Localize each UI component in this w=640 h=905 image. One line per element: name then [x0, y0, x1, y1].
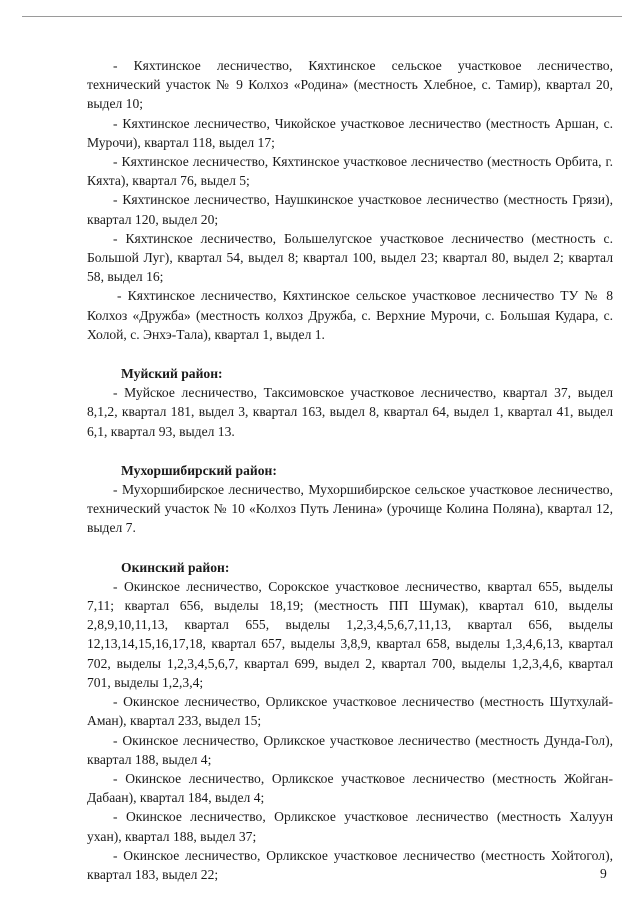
list-item: - Окинское лесничество, Сорокское участковое лесничество, квартал 655, выделы 7,11; квартал 656, выделы 18,19; (местность ПП Шумак), квартал 610, выделы 2,8,9,10,11,13, квартал 655, выделы 1,2,3,4,5,6,7,11,13, квартал 656, выделы 12,13,14,15,16,17,18, квартал 657, выделы 3,8,9, квартал 658, выделы 1,3,4,6,13, квартал 702, выделы 1,2,3,4,5,6,7, квартал 699, выдел 2, квартал 700, выделы 1,2,3,4,6, квартал 701, выделы 1,2,3,4;: [87, 578, 613, 690]
list-item: - Кяхтинское лесничество, Кяхтинское участковое лесничество (местность Орбита, г. Кяхта), квартал 76, выдел 5;: [87, 154, 613, 189]
section-heading: Мухоршибирский район:: [121, 462, 277, 478]
section-heading: Окинский район:: [121, 559, 230, 575]
section-heading: Муйский район:: [121, 366, 223, 382]
list-item: - Кяхтинское лесничество, Кяхтинское сельское участковое лесничество ТУ № 8 Колхоз «Дружба» (местность колхоз Дружба, с. Верхние Мурочи, с. Большая Кудара, с. Холой, с. Энхэ-Тала), квартал 1, выдел 1.: [87, 288, 613, 342]
list-item: - Мухоршибирское лесничество, Мухоршибирское сельское участковое лесничество, технический участок № 10 «Колхоз Путь Ленина» (урочище Колина Поляна), квартал 12, выдел 7.: [87, 482, 613, 536]
list-item: - Кяхтинское лесничество, Чикойское участковое лесничество (местность Аршан, с. Мурочи), квартал 118, выдел 17;: [87, 115, 613, 150]
list-item: - Окинское лесничество, Орликское участковое лесничество (местность Хойтогол), квартал 183, выдел 22;: [87, 847, 613, 882]
page-number: 9: [600, 866, 607, 881]
list-item: - Окинское лесничество, Орликское участковое лесничество (местность Дунда-Гол), квартал 188, выдел 4;: [87, 732, 613, 767]
list-item: - Муйское лесничество, Таксимовское участковое лесничество, квартал 37, выдел 8,1,2, квартал 181, выдел 3, квартал 163, выдел 8, квартал 64, выдел 1, квартал 41, выдел 6,1, квартал 93, выдел 13.: [87, 385, 613, 439]
list-item: - Окинское лесничество, Орликское участковое лесничество (местность Халуун ухан), квартал 188, выдел 37;: [87, 809, 613, 844]
list-item: - Кяхтинское лесничество, Кяхтинское сельское участковое лесничество, технический участок № 9 Колхоз «Родина» (местность Хлебное, с. Тамир), квартал 20, выдел 10;: [87, 58, 613, 112]
list-item: - Кяхтинское лесничество, Наушкинское участковое лесничество (местность Грязи), квартал 120, выдел 20;: [87, 192, 613, 227]
list-item: - Кяхтинское лесничество, Большелугское участковое лесничество (местность с. Большой Луг), квартал 54, выдел 8; квартал 100, выдел 23; квартал 80, выдел 2; квартал 58, выдел 16;: [87, 230, 613, 285]
list-item: - Окинское лесничество, Орликское участковое лесничество (местность Шутхулай-Аман), квартал 233, выдел 15;: [87, 694, 613, 729]
list-item: - Окинское лесничество, Орликское участковое лесничество (местность Жойган-Дабаан), квартал 184, выдел 4;: [87, 770, 613, 806]
document-body: [87, 56, 613, 884]
header-rule: [22, 16, 622, 17]
